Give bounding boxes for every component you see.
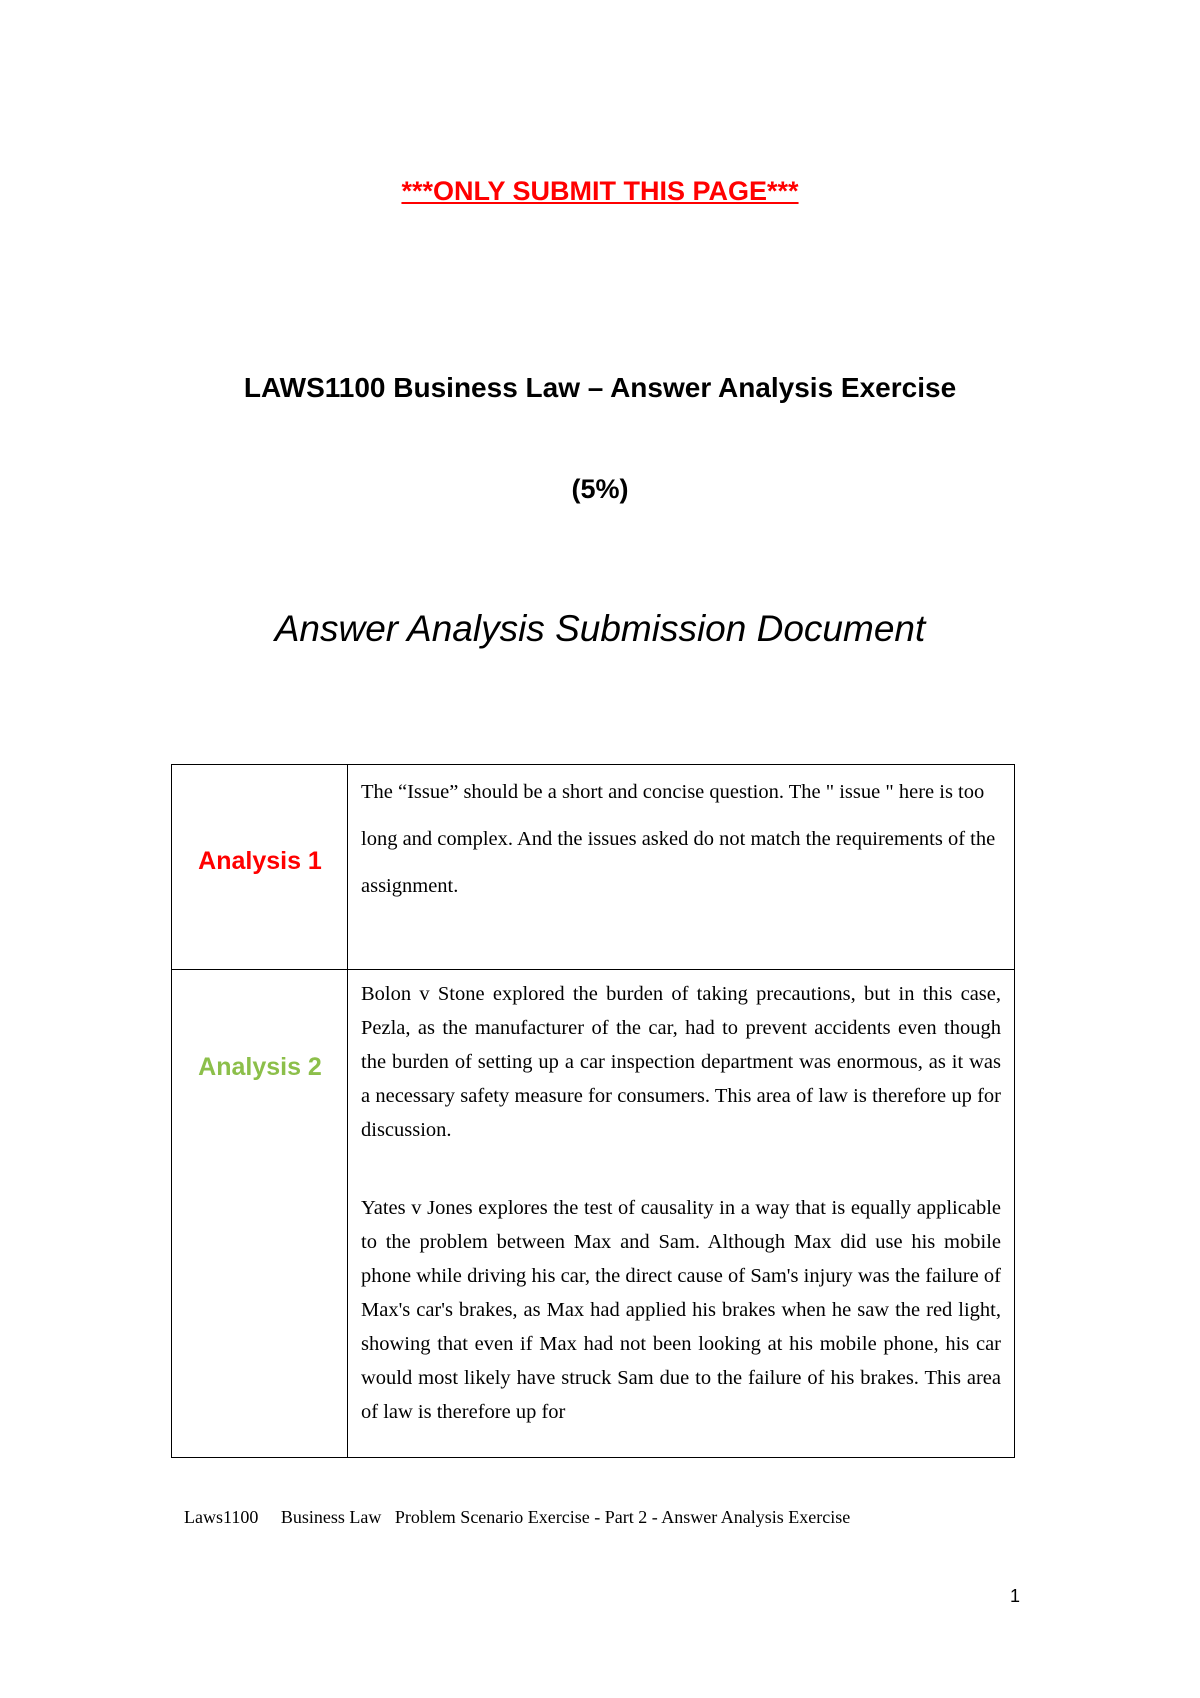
page-footer: Laws1100 Business Law Problem Scenario Exercise - Part 2 - Answer Analysis Exercise xyxy=(184,1507,851,1527)
assessment-weight: (5%) xyxy=(571,474,629,504)
document-subtitle: Answer Analysis Submission Document xyxy=(274,608,926,649)
analysis-2-paragraph-1: Bolon v Stone explored the burden of taking precautions, but in this case, Pezla, as the manufacturer of the car, had to prevent accidents even though the burden of setting up a car inspection department was enormous, as it was a necessary safety measure for consumers. This area of law is therefore up for discussion. xyxy=(361,983,1001,1141)
analysis-2-paragraph-2: Yates v Jones explores the test of causality in a way that is equally applicable to the problem between Max and Sam. Although Max did use his mobile phone while driving his car, the direct cause of Sam's injury was the failure of Max's car's brakes, as Max had applied his brakes when he saw the red light, showing that even if Max had not been looking at his mobile phone, his car would most likely have struck Sam due to the failure of his brakes. This area of law is therefore up for xyxy=(361,1197,1001,1423)
analysis-1-label: Analysis 1 xyxy=(198,847,322,875)
analysis-2-text xyxy=(361,977,1001,1429)
analysis-1-text xyxy=(361,769,1001,910)
page-number: 1 xyxy=(1010,1586,1021,1606)
document-title: LAWS1100 Business Law – Answer Analysis Exercise xyxy=(243,372,957,403)
submit-banner: ***ONLY SUBMIT THIS PAGE*** xyxy=(401,176,799,206)
analysis-2-label: Analysis 2 xyxy=(198,1053,322,1081)
analysis-table xyxy=(171,764,1015,1458)
analysis-1-paragraph: The “Issue” should be a short and concise question. The " issue " here is too long and complex. And the issues asked do not match the requirements of the assignment. xyxy=(361,781,996,897)
row-divider xyxy=(172,969,1014,970)
